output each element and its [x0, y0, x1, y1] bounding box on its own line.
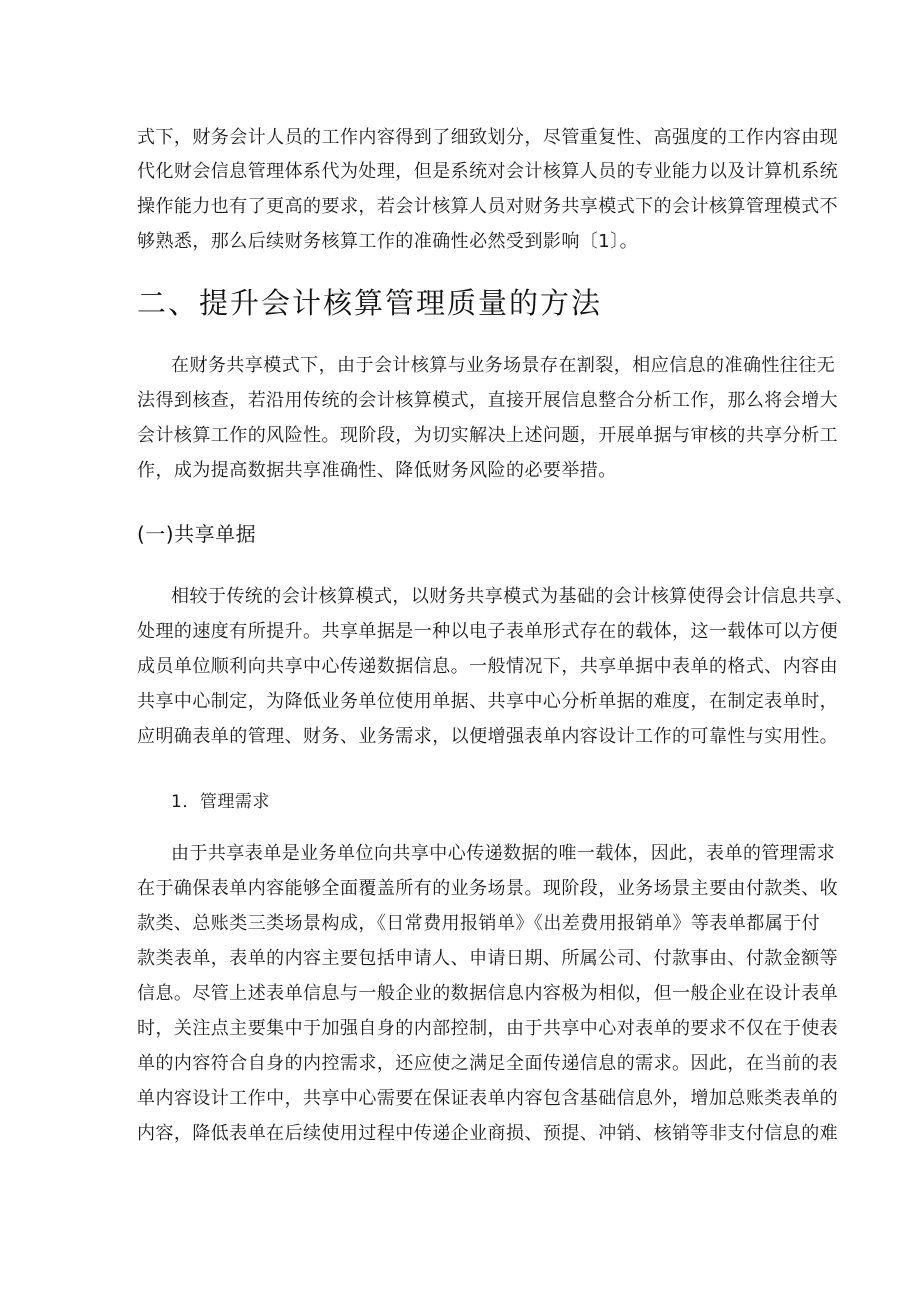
paragraph-line: 单的内容符合自身的内控需求，还应使之满足全面传递信息的需求。因此，在当前的表	[137, 1053, 839, 1074]
paragraph-line: 款类、总账类三类场景构成，《日常费用报销单》《出差费用报销单》等表单都属于付	[137, 913, 821, 934]
paragraph-line: 时，关注点主要集中于加强自身的内部控制，由于共享中心对表单的要求不仅在于使表	[137, 1018, 839, 1039]
paragraph-line: 款类表单，表单的内容主要包括申请人、申请日期、所属公司、付款事由、付款金额等	[137, 948, 839, 969]
paragraph-line: 相较于传统的会计核算模式，以财务共享模式为基础的会计核算使得会计信息共享、	[171, 586, 854, 607]
paragraph-line: 够熟悉，那么后续财务核算工作的准确性必然受到影响〔1〕。	[137, 231, 639, 252]
paragraph-line: 信息。尽管上述表单信息与一般企业的数据信息内容极为相似，但一般企业在设计表单	[137, 983, 839, 1004]
paragraph-line: 法得到核查，若沿用传统的会计核算模式，直接开展信息整合分析工作，那么将会增大	[137, 390, 839, 411]
paragraph-line: 共享中心制定，为降低业务单位使用单据、共享中心分析单据的难度，在制定表单时，	[137, 691, 839, 712]
paragraph-line: 会计核算工作的风险性。现阶段，为切实解决上述问题，开展单据与审核的共享分析工	[137, 425, 839, 446]
paragraph-line: 代化财会信息管理体系代为处理，但是系统对会计核算人员的专业能力以及计算机系统	[137, 161, 839, 182]
section-heading: 二、提升会计核算管理质量的方法	[137, 286, 603, 320]
item-heading: 1．管理需求	[171, 792, 270, 812]
paragraph-line: 单内容设计工作中，共享中心需要在保证表单内容包含基础信息外，增加总账类表单的	[137, 1088, 839, 1109]
subsection-heading: (一)共享单据	[137, 522, 257, 546]
paragraph-line: 应明确表单的管理、财务、业务需求，以便增强表单内容设计工作的可靠性与实用性。	[137, 726, 839, 747]
paragraph-line: 操作能力也有了更高的要求，若会计核算人员对财务共享模式下的会计核算管理模式不	[137, 196, 839, 217]
paragraph-line: 作，成为提高数据共享准确性、降低财务风险的必要举措。	[137, 460, 617, 481]
paragraph-line: 式下，财务会计人员的工作内容得到了细致划分，尽管重复性、高强度的工作内容由现	[137, 127, 839, 148]
paragraph-line: 在于确保表单内容能够全面覆盖所有的业务场景。现阶段，业务场景主要由付款类、收	[137, 878, 839, 899]
paragraph-line: 在财务共享模式下，由于会计核算与业务场景存在割裂，相应信息的准确性往往无	[171, 355, 836, 376]
paragraph-line: 处理的速度有所提升。共享单据是一种以电子表单形式存在的载体，这一载体可以方便	[137, 621, 839, 642]
paragraph-line: 内容，降低表单在后续使用过程中传递企业商损、预提、冲销、核销等非支付信息的难	[137, 1123, 839, 1144]
paragraph-line: 由于共享表单是业务单位向共享中心传递数据的唯一载体，因此，表单的管理需求	[171, 843, 836, 864]
paragraph-line: 成员单位顺利向共享中心传递数据信息。一般情况下，共享单据中表单的格式、内容由	[137, 656, 839, 677]
